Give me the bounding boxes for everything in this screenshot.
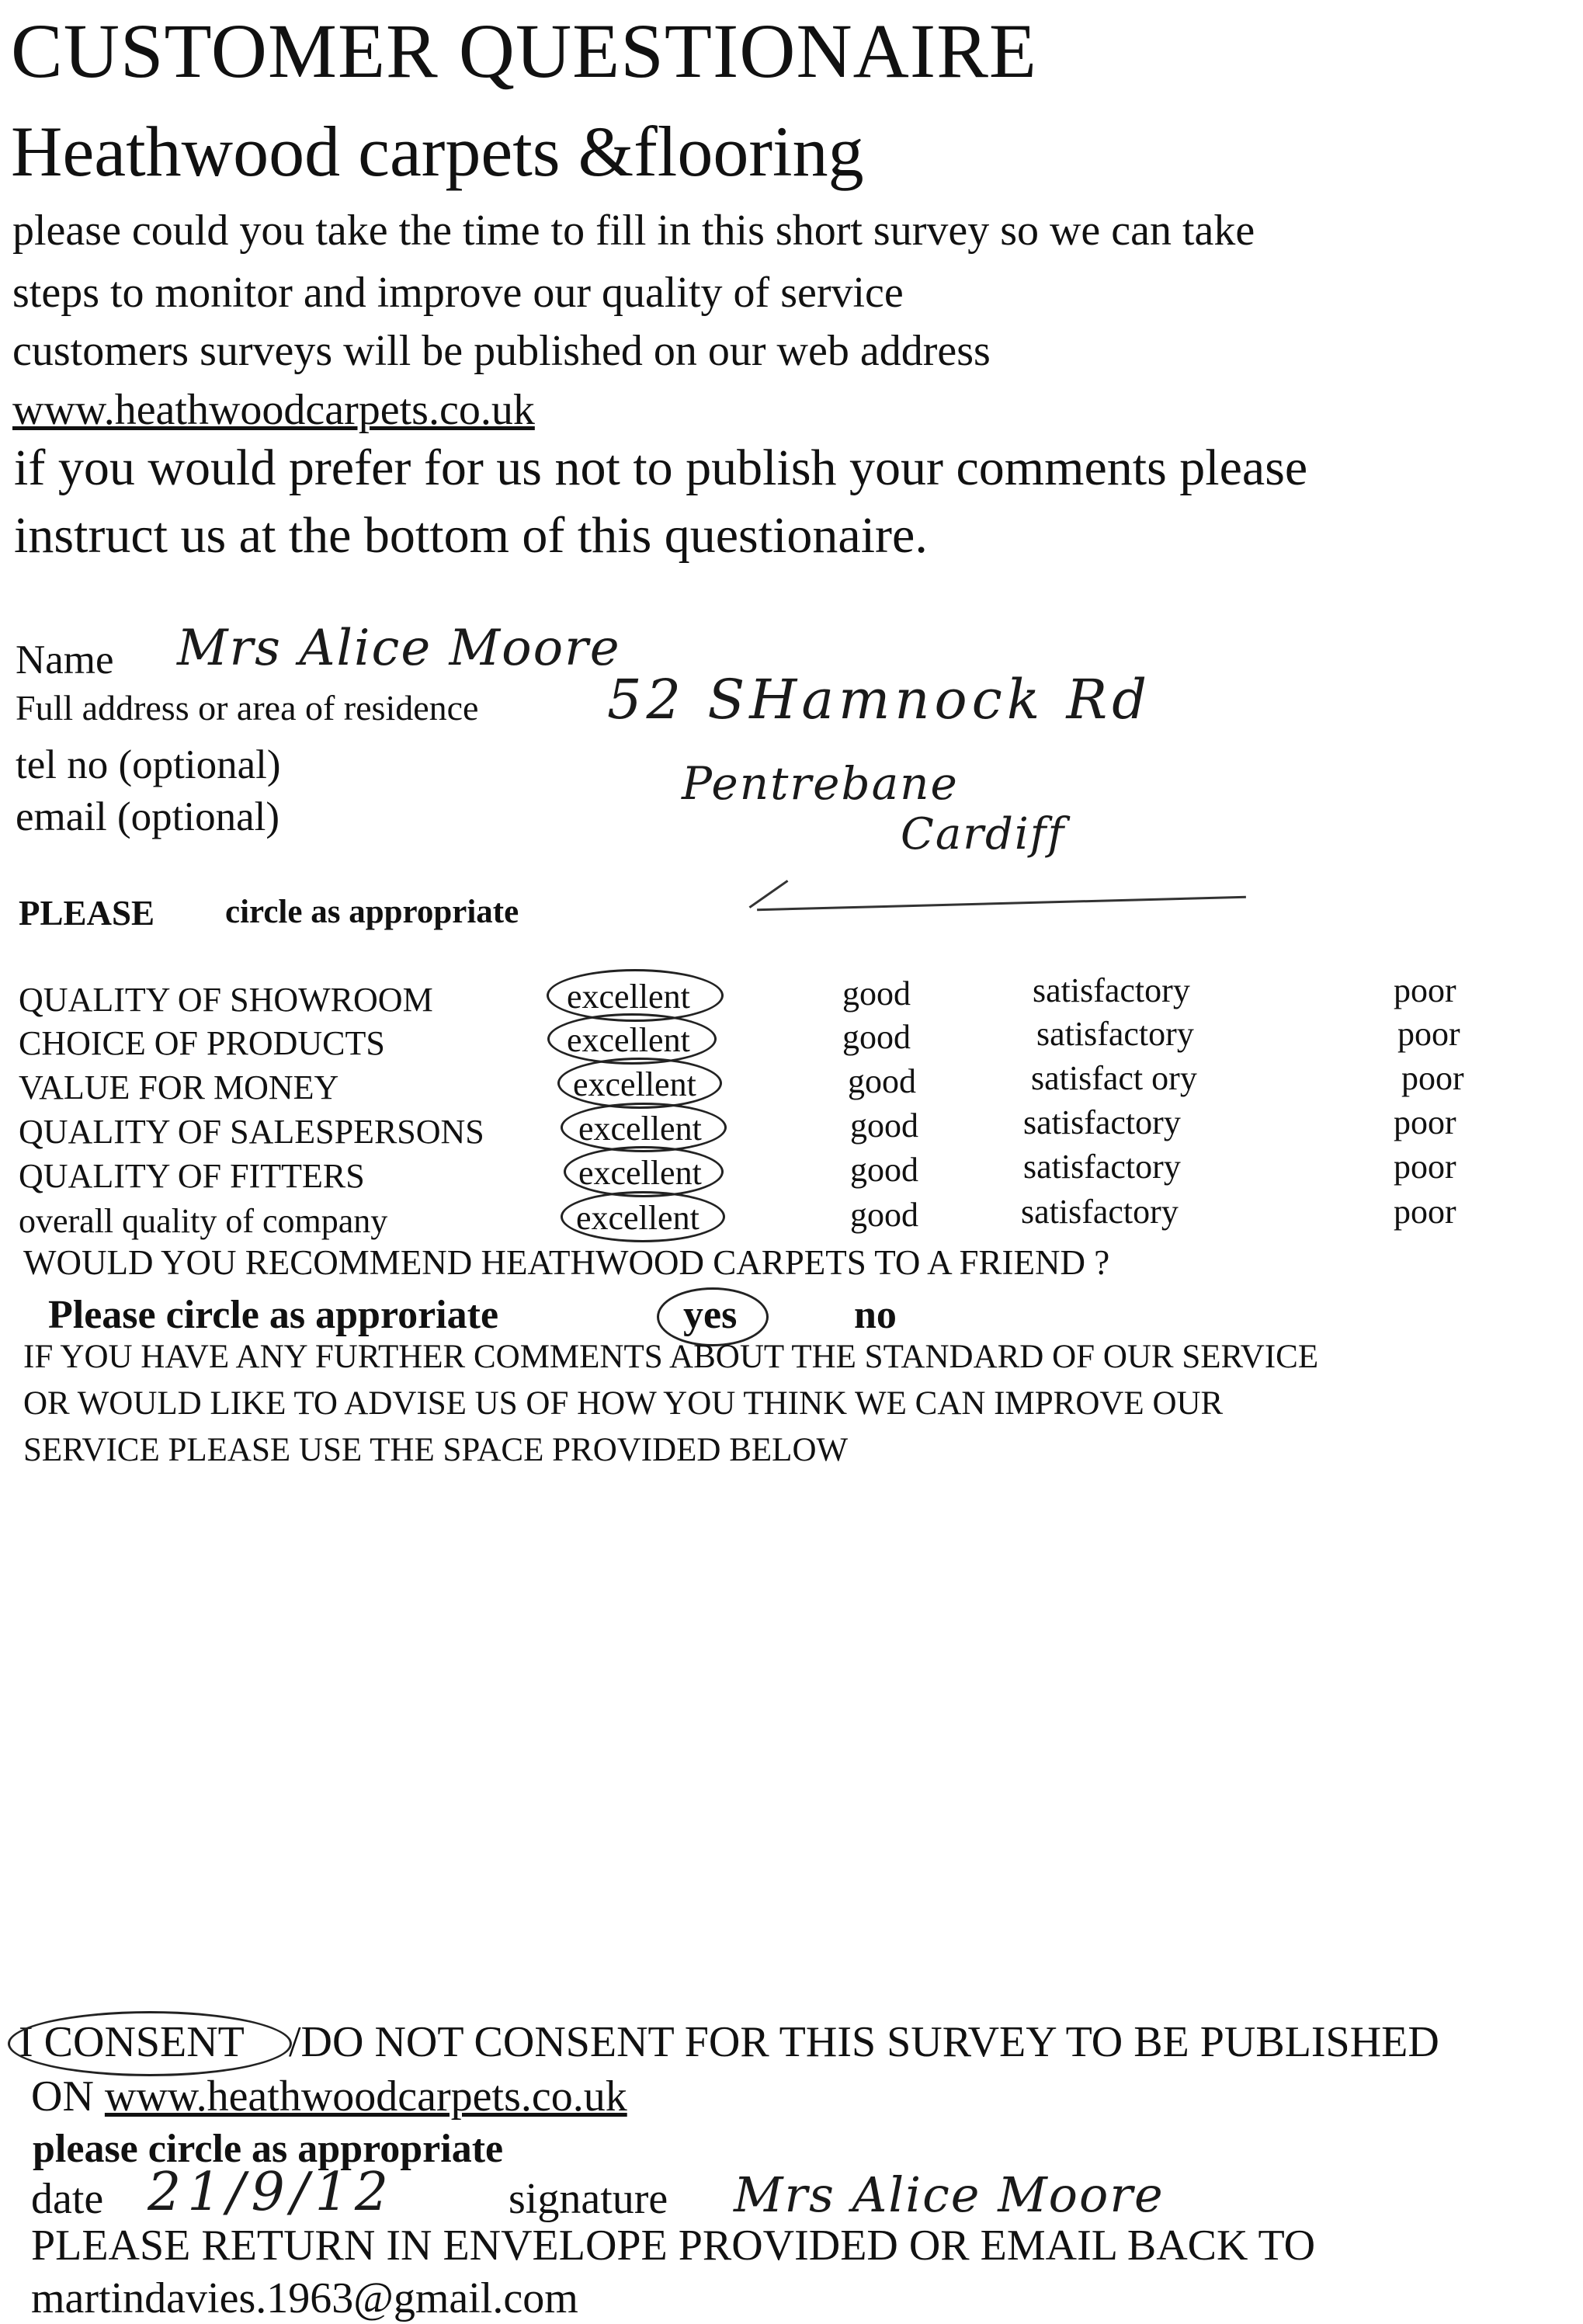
name-field[interactable]: Mrs Alice Moore: [177, 620, 621, 677]
address-line-1[interactable]: 52 SHamnock Rd: [607, 668, 1152, 731]
recommend-question: WOULD YOU RECOMMEND HEATHWOOD CARPETS TO A FRIEND ?: [23, 1243, 1110, 1282]
intro-line-1: please could you take the time to fill in this short survey so we can take: [12, 207, 1255, 255]
recommend-no-option[interactable]: no: [854, 1293, 897, 1337]
intro-line-3: customers surveys will be published on our web address: [12, 327, 991, 375]
rating-label-products: CHOICE OF PRODUCTS: [19, 1024, 385, 1062]
rating-option-good[interactable]: good: [850, 1196, 918, 1234]
email-label: email (optional): [16, 794, 279, 839]
selection-circle: [564, 1146, 724, 1197]
name-label: Name: [16, 637, 114, 683]
date-label: date: [31, 2175, 104, 2223]
rating-option-excellent[interactable]: excellent: [576, 1199, 700, 1237]
rating-option-satisfactory[interactable]: satisfactory: [1033, 971, 1190, 1009]
rating-option-good[interactable]: good: [850, 1106, 918, 1145]
address-line-2[interactable]: Pentrebane: [682, 757, 959, 810]
rating-option-excellent[interactable]: excellent: [567, 1021, 690, 1059]
address-label: Full address or area of residence: [16, 688, 479, 728]
rating-label-fitters: QUALITY OF FITTERS: [19, 1157, 365, 1195]
address-line-3[interactable]: Cardiff: [901, 809, 1066, 860]
rating-option-satisfactory[interactable]: satisfactory: [1036, 1015, 1194, 1053]
circle-instruction: circle as appropriate: [225, 894, 519, 930]
signature-label: signature: [509, 2175, 668, 2223]
comments-line-2: OR WOULD LIKE TO ADVISE US OF HOW YOU THINK WE CAN IMPROVE OUR: [23, 1385, 1224, 1422]
tel-label: tel no (optional): [16, 742, 281, 787]
rating-label-showroom: QUALITY OF SHOWROOM: [19, 981, 433, 1019]
form-title: CUSTOMER QUESTIONAIRE: [11, 8, 1037, 94]
rating-label-salespersons: QUALITY OF SALESPERSONS: [19, 1113, 484, 1151]
rating-option-excellent[interactable]: excellent: [578, 1154, 702, 1192]
rating-option-excellent[interactable]: excellent: [567, 978, 690, 1016]
rating-option-excellent[interactable]: excellent: [578, 1110, 702, 1148]
comments-line-3: SERVICE PLEASE USE THE SPACE PROVIDED BELOW: [23, 1432, 849, 1468]
rating-option-excellent[interactable]: excellent: [573, 1065, 696, 1103]
address-underline: [757, 896, 1246, 911]
address-underline-hook: [749, 880, 789, 908]
company-name: Heathwood carpets &flooring: [11, 112, 864, 191]
recommend-yes-option[interactable]: yes: [683, 1293, 738, 1337]
comments-line-1: IF YOU HAVE ANY FURTHER COMMENTS ABOUT THE STANDARD OF OUR SERVICE: [23, 1339, 1319, 1375]
website-link[interactable]: www.heathwoodcarpets.co.uk: [12, 386, 535, 434]
return-instruction: PLEASE RETURN IN ENVELOPE PROVIDED OR EMAIL BACK TO: [31, 2222, 1316, 2270]
rating-option-poor[interactable]: poor: [1394, 1148, 1456, 1186]
consent-website-link[interactable]: www.heathwoodcarpets.co.uk: [104, 2072, 627, 2121]
rating-option-satisfactory[interactable]: satisfactory: [1023, 1103, 1181, 1141]
signature-field[interactable]: Mrs Alice Moore: [734, 2166, 1165, 2223]
rating-option-good[interactable]: good: [842, 974, 911, 1013]
rating-option-poor[interactable]: poor: [1401, 1059, 1464, 1097]
intro-line-2: steps to monitor and improve our quality of service: [12, 269, 904, 317]
selection-circle: [547, 1013, 717, 1065]
rating-option-good[interactable]: good: [842, 1018, 911, 1056]
rating-option-poor[interactable]: poor: [1394, 1103, 1456, 1141]
comments-area[interactable]: [23, 1483, 1545, 1980]
rating-option-good[interactable]: good: [850, 1151, 918, 1189]
consent-option[interactable]: I CONSENT: [19, 2018, 245, 2066]
rating-option-poor[interactable]: poor: [1394, 1193, 1456, 1231]
please-label: PLEASE: [19, 894, 155, 933]
rating-option-satisfactory[interactable]: satisfact ory: [1031, 1059, 1197, 1097]
selection-circle: [561, 1103, 727, 1152]
rating-option-satisfactory[interactable]: satisfactory: [1021, 1193, 1179, 1231]
consent-prompt: please circle as appropriate: [33, 2127, 504, 2171]
rating-option-satisfactory[interactable]: satisfactory: [1023, 1148, 1181, 1186]
rating-option-good[interactable]: good: [848, 1062, 916, 1100]
recommend-prompt: Please circle as approriate: [48, 1293, 499, 1337]
consent-on: ON: [31, 2072, 105, 2121]
rating-option-poor[interactable]: poor: [1397, 1015, 1460, 1053]
intro-line-4: if you would prefer for us not to publish your comments please: [14, 439, 1308, 496]
selection-circle: [8, 2011, 292, 2076]
rating-option-poor[interactable]: poor: [1394, 971, 1456, 1009]
consent-on-label: [31, 2072, 627, 2121]
date-field[interactable]: 21/9/12: [148, 2162, 395, 2223]
selection-circle: [561, 1191, 725, 1242]
consent-statement: /DO NOT CONSENT FOR THIS SURVEY TO BE PUBLISHED: [289, 2018, 1439, 2066]
rating-label-value: VALUE FOR MONEY: [19, 1068, 339, 1106]
return-email[interactable]: martindavies.1963@gmail.com: [31, 2274, 578, 2322]
intro-line-5: instruct us at the bottom of this questionaire.: [14, 507, 928, 564]
selection-circle: [557, 1058, 722, 1109]
rating-label-overall: overall quality of company: [19, 1202, 388, 1240]
